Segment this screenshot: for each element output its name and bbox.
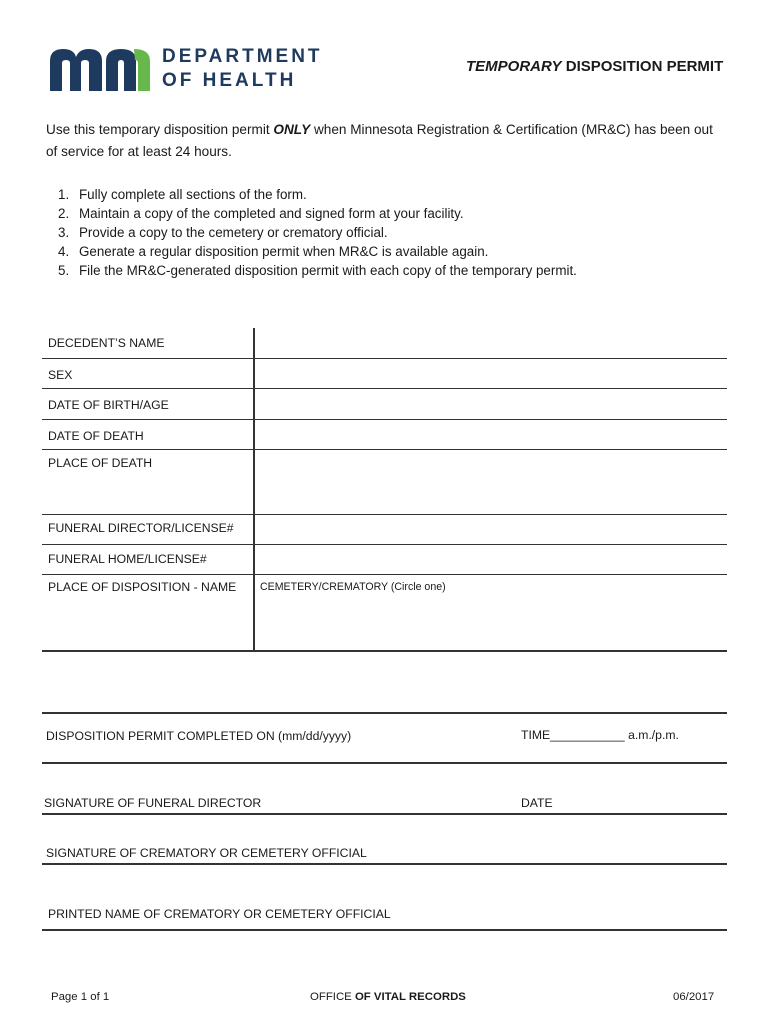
list-item	[58, 223, 577, 242]
section-top-border	[42, 712, 727, 714]
mdh-logo	[48, 47, 348, 95]
intro-paragraph	[46, 119, 726, 163]
funeral-director-label: FUNERAL DIRECTOR/LICENSE#	[48, 521, 234, 535]
row-divider	[42, 863, 727, 865]
time-suffix: a.m./p.m.	[624, 728, 679, 742]
department-line-2: OF HEALTH	[162, 70, 297, 91]
cemetery-crematory-label: CEMETERY/CREMATORY (Circle one)	[260, 581, 446, 593]
row-divider	[42, 574, 727, 575]
mn-logo-mark	[48, 47, 152, 91]
page-title	[466, 58, 723, 75]
step-text: Fully complete all sections of the form.	[79, 187, 307, 202]
intro-text-after: when Minnesota Registration & Certification (MR&C) has been out of service for at least 24 hours.	[46, 122, 713, 159]
list-item	[58, 204, 577, 223]
date-of-birth-label: DATE OF BIRTH/AGE	[48, 398, 169, 412]
time-field	[521, 728, 679, 742]
date-of-death-label: DATE OF DEATH	[48, 429, 144, 443]
department-line-1: DEPARTMENT	[162, 46, 323, 67]
time-label: TIME	[521, 728, 551, 742]
step-text: Generate a regular disposition permit when MR&C is available again.	[79, 244, 489, 259]
table-bottom-border	[42, 650, 727, 652]
row-divider	[42, 514, 727, 515]
step-number: 5.	[58, 263, 70, 278]
step-text: File the MR&C-generated disposition permit with each copy of the temporary permit.	[79, 263, 577, 278]
funeral-director-signature-label: SIGNATURE OF FUNERAL DIRECTOR	[44, 796, 262, 810]
row-divider	[42, 449, 727, 450]
funeral-home-label: FUNERAL HOME/LICENSE#	[48, 552, 207, 566]
step-number: 2.	[58, 206, 70, 221]
crematory-signature-label: SIGNATURE OF CREMATORY OR CEMETERY OFFICIAL	[46, 846, 367, 860]
row-divider	[42, 813, 727, 815]
step-text: Provide a copy to the cemetery or crematory official.	[79, 225, 388, 240]
table-column-divider	[253, 328, 255, 651]
step-number: 1.	[58, 187, 70, 202]
list-item	[58, 242, 577, 261]
sex-label: SEX	[48, 368, 73, 382]
page-number: Page 1 of 1	[51, 991, 110, 1003]
row-divider	[42, 762, 727, 764]
completed-on-label: DISPOSITION PERMIT COMPLETED ON (mm/dd/yyyy)	[46, 729, 352, 743]
place-of-death-label: PLACE OF DEATH	[48, 456, 153, 470]
office-prefix: OFFICE	[310, 991, 355, 1003]
row-divider	[42, 358, 727, 359]
list-item	[58, 261, 577, 280]
step-number: 3.	[58, 225, 70, 240]
title-rest: DISPOSITION PERMIT	[561, 58, 724, 75]
intro-emphasis: ONLY	[273, 122, 311, 137]
place-of-disposition-label: PLACE OF DISPOSITION - NAME	[48, 580, 237, 594]
revision-date: 06/2017	[673, 991, 715, 1003]
office-name	[310, 991, 466, 1003]
printed-name-label: PRINTED NAME OF CREMATORY OR CEMETERY OFFICIAL	[48, 907, 391, 921]
decedent-name-label: DECEDENT’S NAME	[48, 336, 165, 350]
intro-text-before: Use this temporary disposition permit	[46, 122, 274, 137]
date-label: DATE	[521, 796, 553, 810]
instructions-list	[58, 185, 577, 280]
time-blank: ___________	[550, 728, 625, 742]
office-bold: OF VITAL RECORDS	[354, 991, 466, 1003]
list-item	[58, 185, 577, 204]
title-emphasis: TEMPORARY	[466, 58, 562, 75]
row-divider	[42, 929, 727, 931]
row-divider	[42, 388, 727, 389]
step-number: 4.	[58, 244, 70, 259]
row-divider	[42, 544, 727, 545]
step-text: Maintain a copy of the completed and signed form at your facility.	[79, 206, 464, 221]
row-divider	[42, 419, 727, 420]
